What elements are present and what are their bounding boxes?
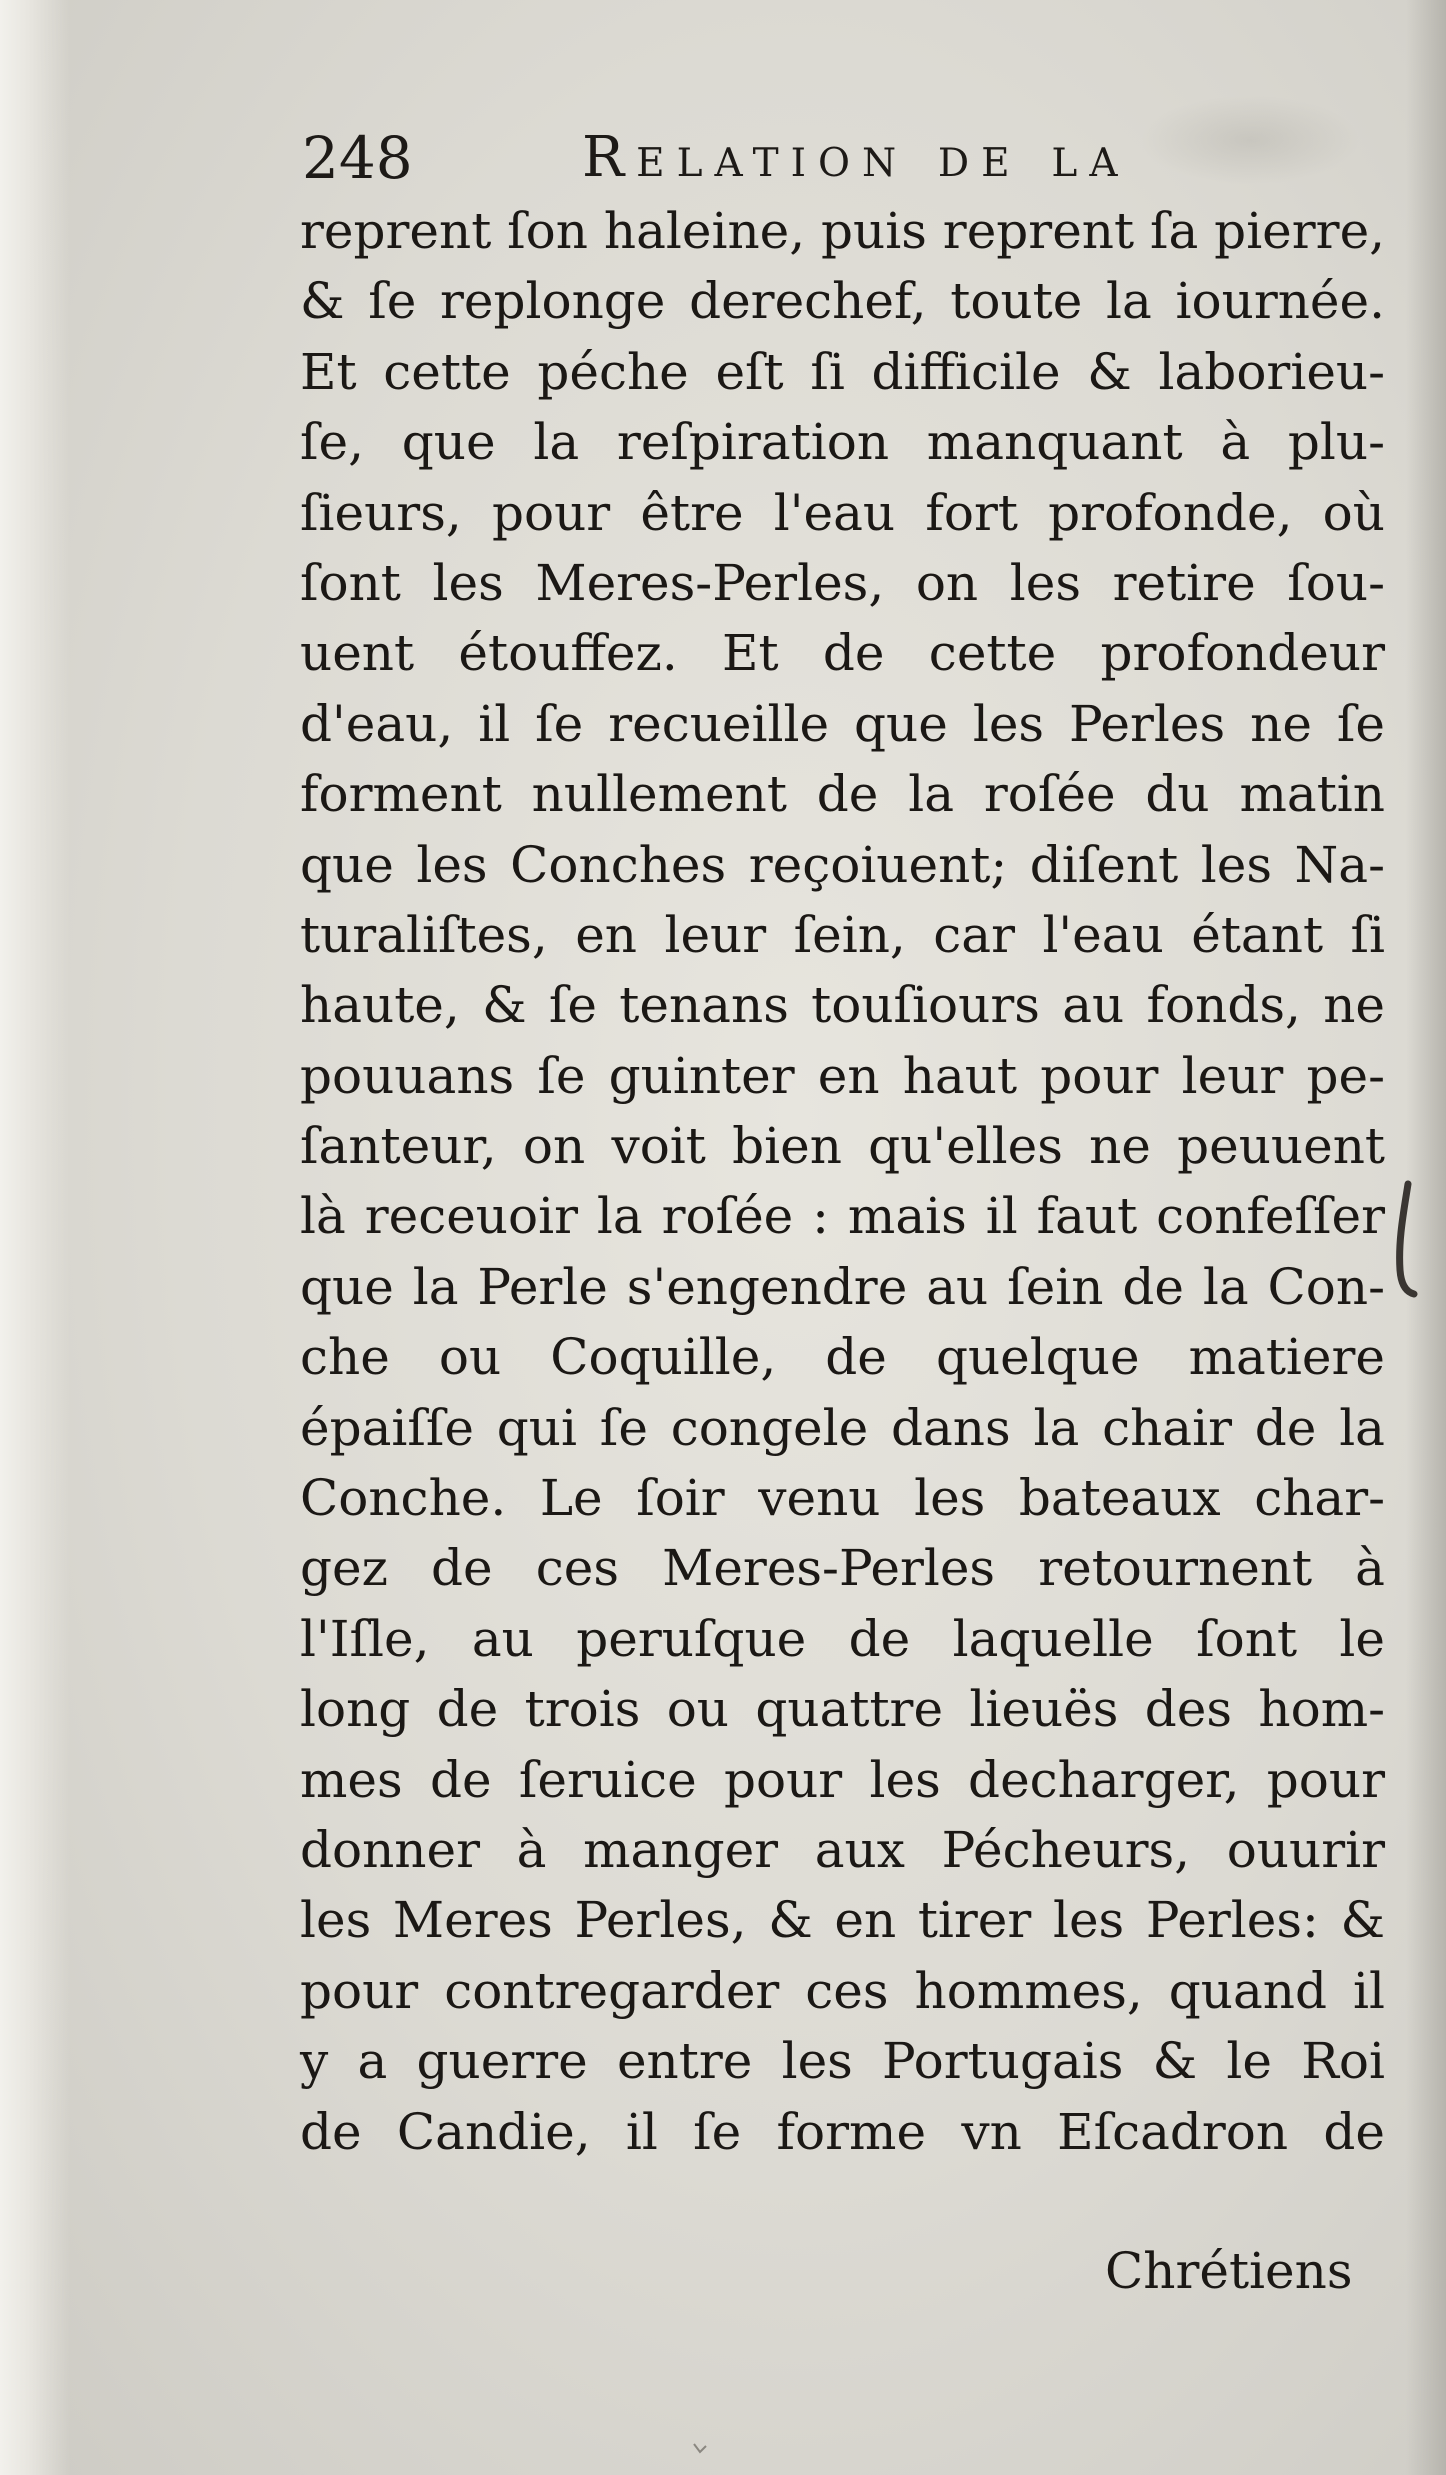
catchword: Chrétiens: [1105, 2242, 1353, 2300]
page-number: 248: [302, 124, 413, 192]
gutter-shadow: [0, 0, 70, 2475]
text-line: d'eau, il ſe recueille que les Perles ne ſe: [300, 694, 1385, 753]
pencil-mark-icon: [1388, 1180, 1422, 1300]
text-line: que la Perle s'engendre au ſein de la Con-: [300, 1257, 1385, 1316]
text-line: pour contregarder ces hommes, quand il: [300, 1961, 1385, 2020]
text-line: gez de ces Meres-Perles retournent à: [300, 1539, 1385, 1598]
ink-speck-icon: [690, 2440, 710, 2460]
text-line: ſanteur, on voit bien qu'elles ne peuuent: [300, 1117, 1385, 1176]
text-line: que les Conches reçoiuent; diſent les Na-: [300, 835, 1385, 894]
page-header: [302, 118, 1402, 198]
text-line: turaliſtes, en leur ſein, car l'eau étant ſi: [300, 905, 1385, 964]
text-line: épaiſſe qui ſe congele dans la chair de la: [300, 1398, 1385, 1457]
text-line: long de trois ou quattre lieuës des hom-: [300, 1680, 1385, 1739]
body-text: [300, 196, 1385, 2167]
text-line: Conche. Le ſoir venu les bateaux char-: [300, 1469, 1385, 1528]
text-line: ſe, que la reſpiration manquant à plu-: [300, 413, 1385, 472]
text-line: & ſe replonge derechef, toute la iournée.: [300, 272, 1385, 331]
text-line: donner à manger aux Pécheurs, ouurir: [300, 1820, 1385, 1879]
text-line: là receuoir la roſée : mais il faut confeſſer: [300, 1187, 1385, 1246]
text-line: haute, & ſe tenans touſiours au fonds, ne: [300, 976, 1385, 1035]
text-line: l'Iſle, au peruſque de laquelle ſont le: [300, 1609, 1385, 1668]
text-line: les Meres Perles, & en tirer les Perles: &: [300, 1891, 1385, 1950]
text-line: de Candie, il ſe forme vn Eſcadron de: [300, 2102, 1385, 2161]
text-line: uent étouffez. Et de cette profondeur: [300, 624, 1385, 683]
text-line: ſont les Meres-Perles, on les retire ſou-: [300, 553, 1385, 612]
text-line: ſieurs, pour être l'eau fort profonde, où: [300, 483, 1385, 542]
running-head: Relation de la: [582, 125, 1130, 190]
text-line: Et cette péche eſt ſi difficile & laborieu-: [300, 342, 1385, 401]
text-line: pouuans ſe guinter en haut pour leur pe-: [300, 1046, 1385, 1105]
text-line: reprent ſon haleine, puis reprent ſa pierre,: [300, 202, 1386, 260]
text-line: che ou Coquille, de quelque matiere: [300, 1328, 1385, 1387]
text-line: y a guerre entre les Portugais & le Roi: [300, 2032, 1385, 2091]
text-line: forment nullement de la roſée du matin: [300, 765, 1385, 824]
text-line: mes de ſeruice pour les decharger, pour: [300, 1750, 1385, 1809]
